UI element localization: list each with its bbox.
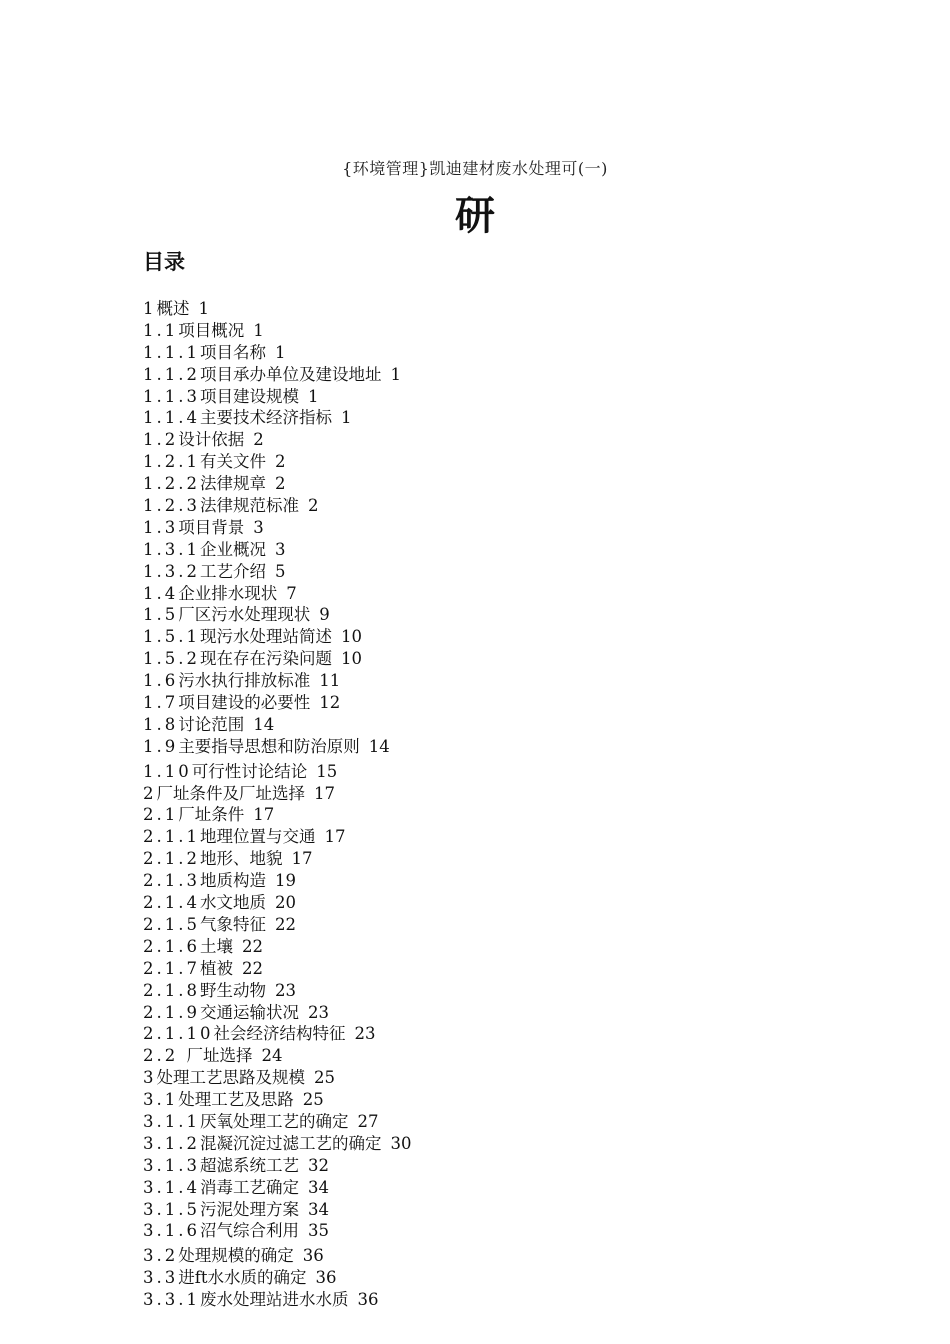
toc-entry-title: 地理位置与交通 xyxy=(199,827,316,847)
toc-entry-title: 野生动物 xyxy=(199,980,266,1000)
toc-entry-page: 34 xyxy=(307,1199,329,1219)
toc-entry[interactable] xyxy=(143,1155,411,1177)
toc-entry-title: 水文地质 xyxy=(199,893,266,913)
toc-entry[interactable] xyxy=(143,670,411,692)
toc-entry[interactable] xyxy=(143,473,411,495)
toc-entry-number: 2.1.10 xyxy=(143,1024,214,1044)
toc-entry-title: 项目概况 xyxy=(178,320,245,340)
toc-entry-title: 社会经济结构特征 xyxy=(213,1024,346,1044)
toc-entry-page: 1 xyxy=(274,342,286,362)
toc-entry[interactable] xyxy=(143,561,411,583)
toc-entry-title: 地质构造 xyxy=(199,871,266,891)
toc-entry[interactable] xyxy=(143,407,411,429)
toc-entry-title: 主要指导思想和防治原则 xyxy=(178,736,360,756)
toc-entry-number: 1 xyxy=(143,299,157,318)
toc-entry-title: 现污水处理站简述 xyxy=(199,627,332,647)
toc-entry-title: 企业排水现状 xyxy=(178,583,278,603)
toc-entry-number: 3.1 xyxy=(143,1090,179,1110)
toc-entry[interactable] xyxy=(143,1245,411,1267)
toc-entry-title: 项目背景 xyxy=(178,517,245,537)
toc-entry[interactable] xyxy=(143,826,411,848)
table-of-contents xyxy=(143,298,411,1311)
toc-entry[interactable] xyxy=(143,1089,411,1111)
toc-entry-title: 可行性讨论结论 xyxy=(191,761,308,781)
toc-entry[interactable] xyxy=(143,783,411,805)
toc-entry-page: 2 xyxy=(274,474,286,494)
toc-entry-page: 1 xyxy=(390,364,401,384)
toc-entry-title: 项目建设规模 xyxy=(199,386,299,406)
toc-entry-number: 1.2.2 xyxy=(143,474,200,494)
document-title: {环境管理}凯迪建材废水处理可(一) xyxy=(342,159,608,178)
toc-entry-title: 处理工艺思路及规模 xyxy=(156,1068,305,1088)
toc-entry[interactable] xyxy=(143,1067,411,1089)
toc-entry-page: 20 xyxy=(274,893,296,913)
toc-entry-title: 项目名称 xyxy=(199,342,266,362)
toc-heading: 目录 xyxy=(143,250,185,274)
toc-entry-number: 1.1.2 xyxy=(143,364,200,384)
toc-entry[interactable] xyxy=(143,958,411,980)
toc-entry-number: 2.1 xyxy=(143,805,179,825)
toc-entry[interactable] xyxy=(143,451,411,473)
toc-entry-title: 工艺介绍 xyxy=(199,561,266,581)
toc-entry[interactable] xyxy=(143,1133,411,1155)
toc-entry[interactable] xyxy=(143,1289,411,1311)
toc-entry-number: 3.3.1 xyxy=(143,1290,200,1310)
toc-entry-number: 1.6 xyxy=(143,671,179,691)
toc-entry-number: 2.1.7 xyxy=(143,958,200,978)
toc-entry-number: 2.2 xyxy=(143,1046,187,1066)
toc-entry-page: 36 xyxy=(302,1246,324,1266)
toc-entry[interactable] xyxy=(143,1002,411,1024)
toc-entry-page: 36 xyxy=(357,1290,379,1310)
toc-entry-number: 3.3 xyxy=(143,1268,179,1288)
toc-entry[interactable] xyxy=(143,804,411,826)
toc-entry[interactable] xyxy=(143,761,411,783)
toc-entry-title: 讨论范围 xyxy=(178,714,245,734)
toc-entry[interactable] xyxy=(143,495,411,517)
toc-entry-title: 交通运输状况 xyxy=(199,1002,299,1022)
toc-entry-page: 14 xyxy=(368,736,390,756)
toc-entry-title: 处理工艺及思路 xyxy=(178,1090,294,1110)
toc-entry-page: 3 xyxy=(253,517,264,537)
toc-entry-page: 25 xyxy=(302,1090,324,1110)
toc-entry-number: 1.5.1 xyxy=(143,627,200,647)
toc-entry[interactable] xyxy=(143,1023,411,1045)
toc-entry-title: 法律规章 xyxy=(199,474,266,494)
toc-entry-title: 主要技术经济指标 xyxy=(199,408,332,428)
toc-entry[interactable] xyxy=(143,1045,411,1067)
toc-entry-page: 3 xyxy=(274,539,286,559)
toc-entry-number: 3.2 xyxy=(143,1246,179,1266)
toc-entry-number: 2.1.4 xyxy=(143,893,200,913)
toc-entry[interactable] xyxy=(143,914,411,936)
toc-entry-page: 14 xyxy=(253,714,275,734)
toc-entry-title: 混凝沉淀过滤工艺的确定 xyxy=(199,1133,382,1153)
toc-entry[interactable] xyxy=(143,1199,411,1221)
toc-entry-number: 2.1.2 xyxy=(143,849,200,869)
toc-entry-number: 1.3.1 xyxy=(143,539,200,559)
toc-entry-page: 17 xyxy=(314,783,335,803)
toc-entry[interactable] xyxy=(143,386,411,408)
toc-entry-title: 沼气综合利用 xyxy=(199,1221,299,1241)
toc-entry-page: 7 xyxy=(286,583,297,603)
toc-entry-number: 3.1.6 xyxy=(143,1221,200,1241)
toc-entry[interactable] xyxy=(143,626,411,648)
toc-entry-title: 厂址选择 xyxy=(186,1046,253,1066)
toc-entry-page: 10 xyxy=(340,627,362,647)
toc-entry-page: 27 xyxy=(357,1111,379,1131)
toc-entry-title: 土壤 xyxy=(199,936,233,956)
toc-entry-title: 厂址条件 xyxy=(178,805,245,825)
toc-entry-page: 15 xyxy=(316,761,338,781)
toc-entry-number: 2.1.5 xyxy=(143,914,200,934)
toc-entry-number: 1.1.3 xyxy=(143,386,200,406)
toc-entry-number: 1.9 xyxy=(143,736,179,756)
toc-entry-title: 项目承办单位及建设地址 xyxy=(199,364,382,384)
toc-entry[interactable] xyxy=(143,539,411,561)
toc-entry-title: 概述 xyxy=(156,299,190,318)
toc-entry-page: 22 xyxy=(274,914,296,934)
toc-entry[interactable] xyxy=(143,870,411,892)
toc-entry-title: 法律规范标准 xyxy=(199,496,299,516)
toc-entry-number: 1.2.1 xyxy=(143,452,200,472)
toc-entry-page: 22 xyxy=(241,936,263,956)
toc-entry-title: 企业概况 xyxy=(199,539,266,559)
toc-entry[interactable] xyxy=(143,320,411,342)
toc-entry[interactable] xyxy=(143,429,411,451)
toc-entry[interactable] xyxy=(143,364,411,386)
toc-entry-page: 5 xyxy=(274,561,286,581)
toc-entry-page: 17 xyxy=(324,827,346,847)
toc-entry-number: 1.2 xyxy=(143,430,179,450)
toc-entry[interactable] xyxy=(143,714,411,736)
toc-entry[interactable] xyxy=(143,980,411,1002)
toc-entry-page: 30 xyxy=(390,1133,412,1153)
toc-entry-page: 10 xyxy=(340,649,362,669)
toc-entry[interactable] xyxy=(143,342,411,364)
toc-entry[interactable] xyxy=(143,892,411,914)
toc-entry-page: 1 xyxy=(198,299,209,318)
toc-entry-page: 23 xyxy=(274,980,296,1000)
toc-entry-page: 32 xyxy=(307,1155,329,1175)
toc-entry-title: 气象特征 xyxy=(199,914,266,934)
toc-entry-number: 2 xyxy=(143,783,157,803)
toc-entry-title: 废水处理站进水水质 xyxy=(199,1290,349,1310)
toc-entry-title: 污泥处理方案 xyxy=(199,1199,299,1219)
toc-entry-page: 1 xyxy=(307,386,319,406)
toc-entry[interactable] xyxy=(143,298,411,320)
toc-entry-number: 1.7 xyxy=(143,693,179,713)
toc-entry-page: 9 xyxy=(319,605,330,625)
toc-entry-title: 厌氧处理工艺的确定 xyxy=(199,1111,349,1131)
toc-entry-number: 3.1.4 xyxy=(143,1177,200,1197)
toc-entry[interactable] xyxy=(143,736,411,758)
toc-entry-page: 36 xyxy=(315,1268,337,1288)
toc-entry-page: 25 xyxy=(314,1068,335,1088)
toc-entry[interactable] xyxy=(143,648,411,670)
toc-entry-title: 厂区污水处理现状 xyxy=(178,605,311,625)
toc-entry-page: 2 xyxy=(253,430,264,450)
document-title-continuation: 研 xyxy=(455,193,495,239)
toc-entry-page: 34 xyxy=(307,1177,329,1197)
toc-entry-number: 3.1.2 xyxy=(143,1133,200,1153)
toc-entry-page: 35 xyxy=(307,1221,329,1241)
toc-entry[interactable] xyxy=(143,692,411,714)
toc-entry-page: 24 xyxy=(261,1046,283,1066)
toc-entry-page: 22 xyxy=(241,958,263,978)
toc-entry-number: 1.3.2 xyxy=(143,561,200,581)
toc-entry-title: 处理规模的确定 xyxy=(178,1246,294,1266)
toc-entry-page: 11 xyxy=(319,671,341,691)
toc-entry-title: 现在存在污染问题 xyxy=(199,649,332,669)
toc-entry-page: 2 xyxy=(307,496,319,516)
toc-entry-number: 1.1.1 xyxy=(143,342,200,362)
toc-entry[interactable] xyxy=(143,604,411,626)
toc-entry[interactable] xyxy=(143,936,411,958)
toc-entry-number: 1.1 xyxy=(143,320,179,340)
toc-entry-number: 1.5 xyxy=(143,605,179,625)
toc-entry-title: 植被 xyxy=(199,958,233,978)
toc-entry[interactable] xyxy=(143,1267,411,1289)
toc-entry-number: 2.1.3 xyxy=(143,871,200,891)
toc-entry-number: 1.1.4 xyxy=(143,408,200,428)
toc-entry-number: 1.2.3 xyxy=(143,496,200,516)
toc-entry-number: 1.8 xyxy=(143,714,179,734)
toc-entry-number: 2.1.6 xyxy=(143,936,200,956)
toc-entry[interactable] xyxy=(143,848,411,870)
toc-entry-title: 进ft水水质的确定 xyxy=(178,1268,307,1288)
toc-entry-number: 3.1.5 xyxy=(143,1199,200,1219)
toc-entry-page: 17 xyxy=(291,849,313,869)
toc-entry-page: 1 xyxy=(253,320,264,340)
toc-entry-number: 1.3 xyxy=(143,517,179,537)
toc-entry[interactable] xyxy=(143,583,411,605)
toc-entry-page: 23 xyxy=(307,1002,329,1022)
toc-entry-title: 设计依据 xyxy=(178,430,245,450)
toc-entry-number: 3.1.3 xyxy=(143,1155,200,1175)
toc-entry-number: 2.1.8 xyxy=(143,980,200,1000)
toc-entry-page: 12 xyxy=(319,693,341,713)
toc-entry-title: 消毒工艺确定 xyxy=(199,1177,299,1197)
toc-entry-title: 厂址条件及厂址选择 xyxy=(156,783,305,803)
toc-entry-title: 超滤系统工艺 xyxy=(199,1155,299,1175)
toc-entry-title: 有关文件 xyxy=(199,452,266,472)
toc-entry[interactable] xyxy=(143,1111,411,1133)
toc-entry-title: 项目建设的必要性 xyxy=(178,693,311,713)
toc-entry-page: 2 xyxy=(274,452,286,472)
toc-entry-number: 2.1.1 xyxy=(143,827,200,847)
toc-entry-number: 3.1.1 xyxy=(143,1111,200,1131)
toc-entry[interactable] xyxy=(143,1220,411,1242)
toc-entry-title: 地形、地貌 xyxy=(199,849,283,869)
toc-entry-page: 1 xyxy=(340,408,352,428)
toc-entry-number: 1.10 xyxy=(143,761,192,781)
toc-entry-number: 1.4 xyxy=(143,583,179,603)
toc-entry-title: 污水执行排放标准 xyxy=(178,671,311,691)
toc-entry-page: 19 xyxy=(274,871,296,891)
toc-entry-number: 3 xyxy=(143,1068,157,1088)
toc-entry-number: 1.5.2 xyxy=(143,649,200,669)
toc-entry-number: 2.1.9 xyxy=(143,1002,200,1022)
toc-entry[interactable] xyxy=(143,517,411,539)
toc-entry-page: 23 xyxy=(354,1024,376,1044)
toc-entry[interactable] xyxy=(143,1177,411,1199)
toc-entry-page: 17 xyxy=(253,805,275,825)
